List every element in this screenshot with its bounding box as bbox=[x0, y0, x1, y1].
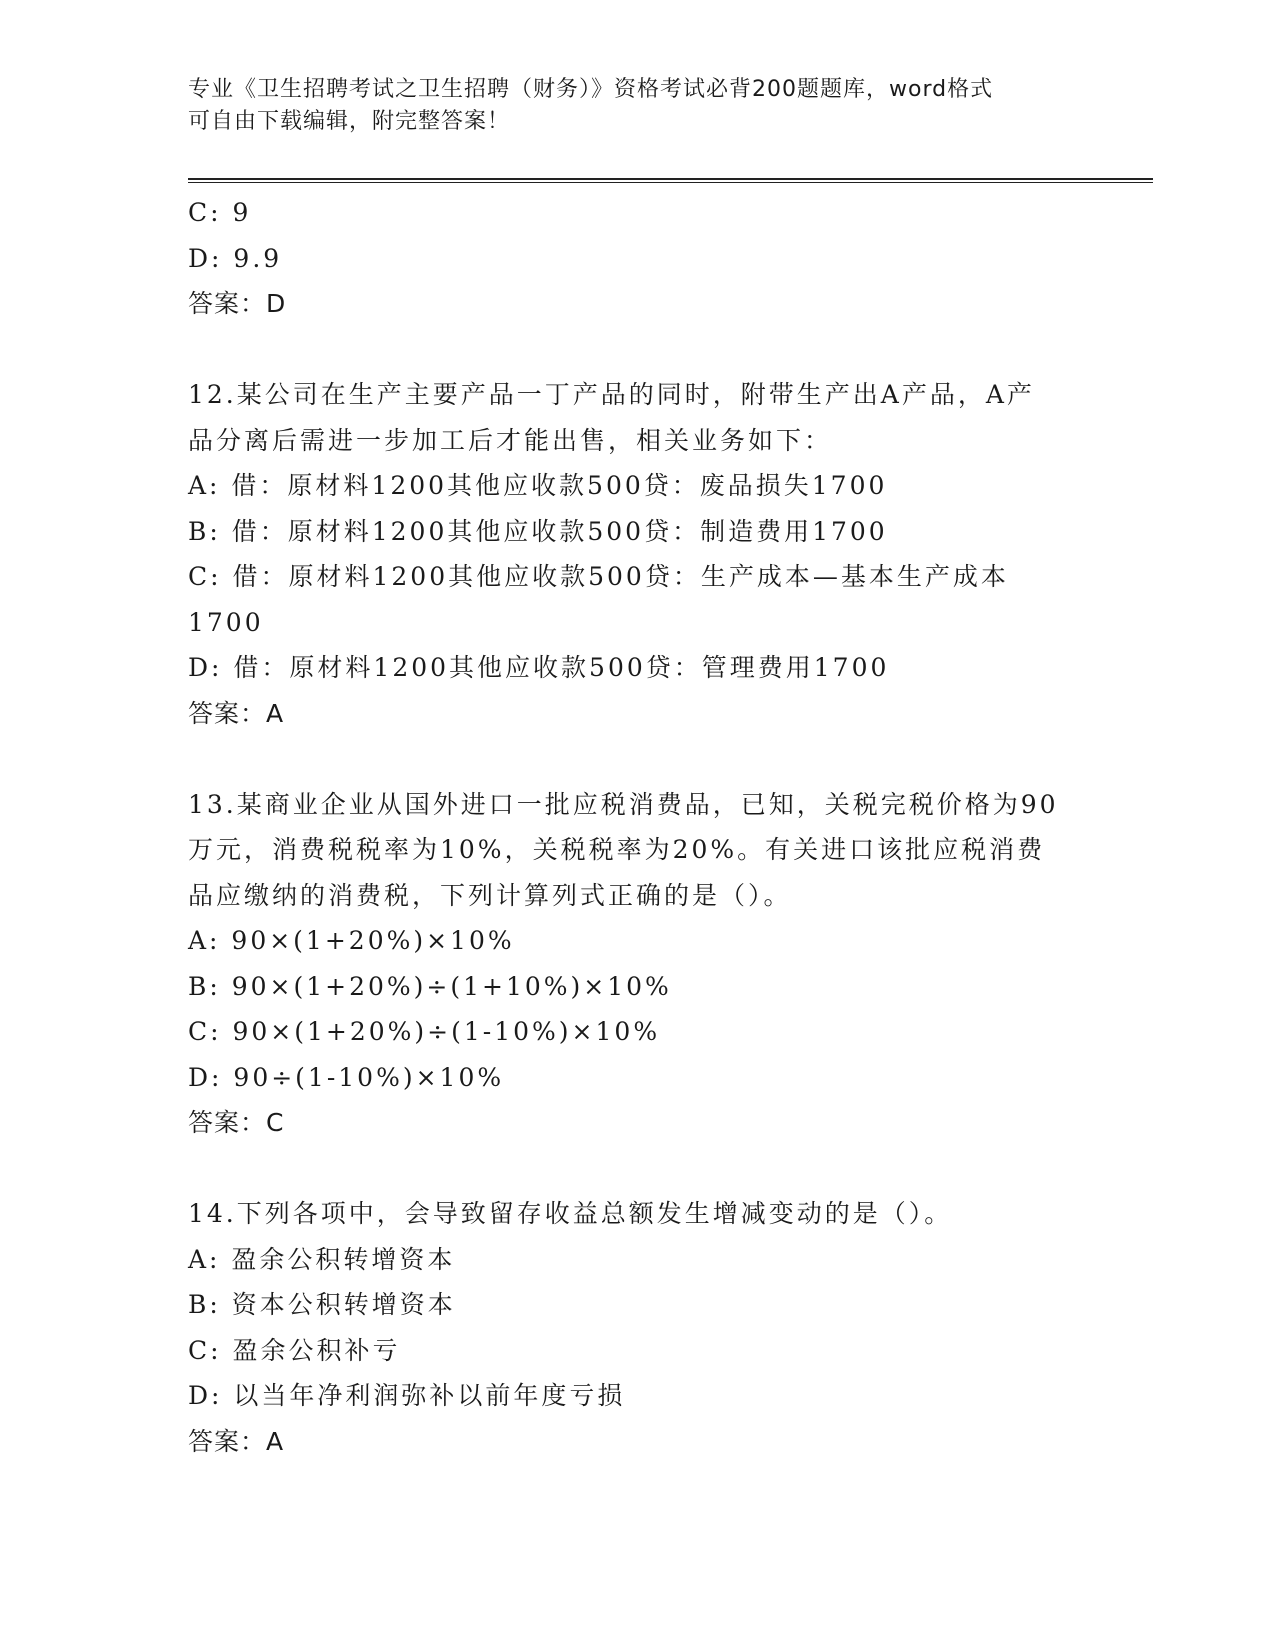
header-title-line2: 可自由下载编辑，附完整答案！ bbox=[188, 109, 511, 134]
question-stem: 12.某公司在生产主要产品一丁产品的同时，附带生产出A产品，A产 bbox=[188, 380, 1035, 409]
option-c: C: 盈余公积补亏 bbox=[188, 1335, 401, 1365]
spacer bbox=[188, 1146, 1088, 1192]
question-12 bbox=[188, 372, 1088, 736]
header-divider bbox=[188, 178, 1153, 183]
spacer bbox=[188, 327, 1088, 373]
option-a: A: 盈余公积转增资本 bbox=[188, 1244, 456, 1274]
answer: 答案：A bbox=[188, 1426, 285, 1456]
option-a: A: 90×(1+20%)×10% bbox=[188, 926, 515, 955]
question-13 bbox=[188, 782, 1088, 1146]
answer: 答案：D bbox=[188, 289, 287, 318]
option-d: D: 借：原材料1200其他应收款500贷：管理费用1700 bbox=[188, 653, 890, 682]
question-stem: 品应缴纳的消费税，下列计算列式正确的是（）。 bbox=[188, 880, 792, 910]
answer: 答案：A bbox=[188, 698, 285, 728]
option-c-continued: 1700 bbox=[188, 607, 264, 637]
option-b: B: 借：原材料1200其他应收款500贷：制造费用1700 bbox=[188, 516, 888, 546]
question-stem: 万元，消费税税率为10%，关税税率为20%。有关进口该批应税消费 bbox=[188, 835, 1046, 864]
question-14 bbox=[188, 1191, 1088, 1464]
question-stem: 13.某商业企业从国外进口一批应税消费品，已知，关税完税价格为90 bbox=[188, 789, 1059, 819]
spacer bbox=[188, 736, 1088, 782]
option-c: C: 借：原材料1200其他应收款500贷：生产成本—基本生产成本 bbox=[188, 562, 1009, 591]
option-b: B: 90×(1+20%)÷(1+10%)×10% bbox=[188, 971, 672, 1001]
option-d: D: 以当年净利润弥补以前年度亏损 bbox=[188, 1381, 626, 1410]
option-b: B: 资本公积转增资本 bbox=[188, 1290, 456, 1319]
question-stem: 14.下列各项中，会导致留存收益总额发生增减变动的是（）。 bbox=[188, 1199, 953, 1228]
header-title-line1: 专业《卫生招聘考试之卫生招聘（财务）》资格考试必背200题题库，word格式 bbox=[188, 77, 994, 102]
option-c: C: 9 bbox=[188, 198, 252, 227]
option-d: D: 90÷(1-10%)×10% bbox=[188, 1062, 505, 1092]
answer: 答案：C bbox=[188, 1108, 285, 1137]
option-d: D: 9.9 bbox=[188, 243, 283, 273]
page-header bbox=[188, 74, 1088, 138]
option-c: C: 90×(1+20%)÷(1-10%)×10% bbox=[188, 1017, 661, 1046]
question-11-tail bbox=[188, 190, 1088, 327]
option-a: A: 借：原材料1200其他应收款500贷：废品损失1700 bbox=[188, 471, 888, 500]
question-stem: 品分离后需进一步加工后才能出售，相关业务如下： bbox=[188, 425, 833, 455]
question-content bbox=[188, 190, 1088, 1464]
